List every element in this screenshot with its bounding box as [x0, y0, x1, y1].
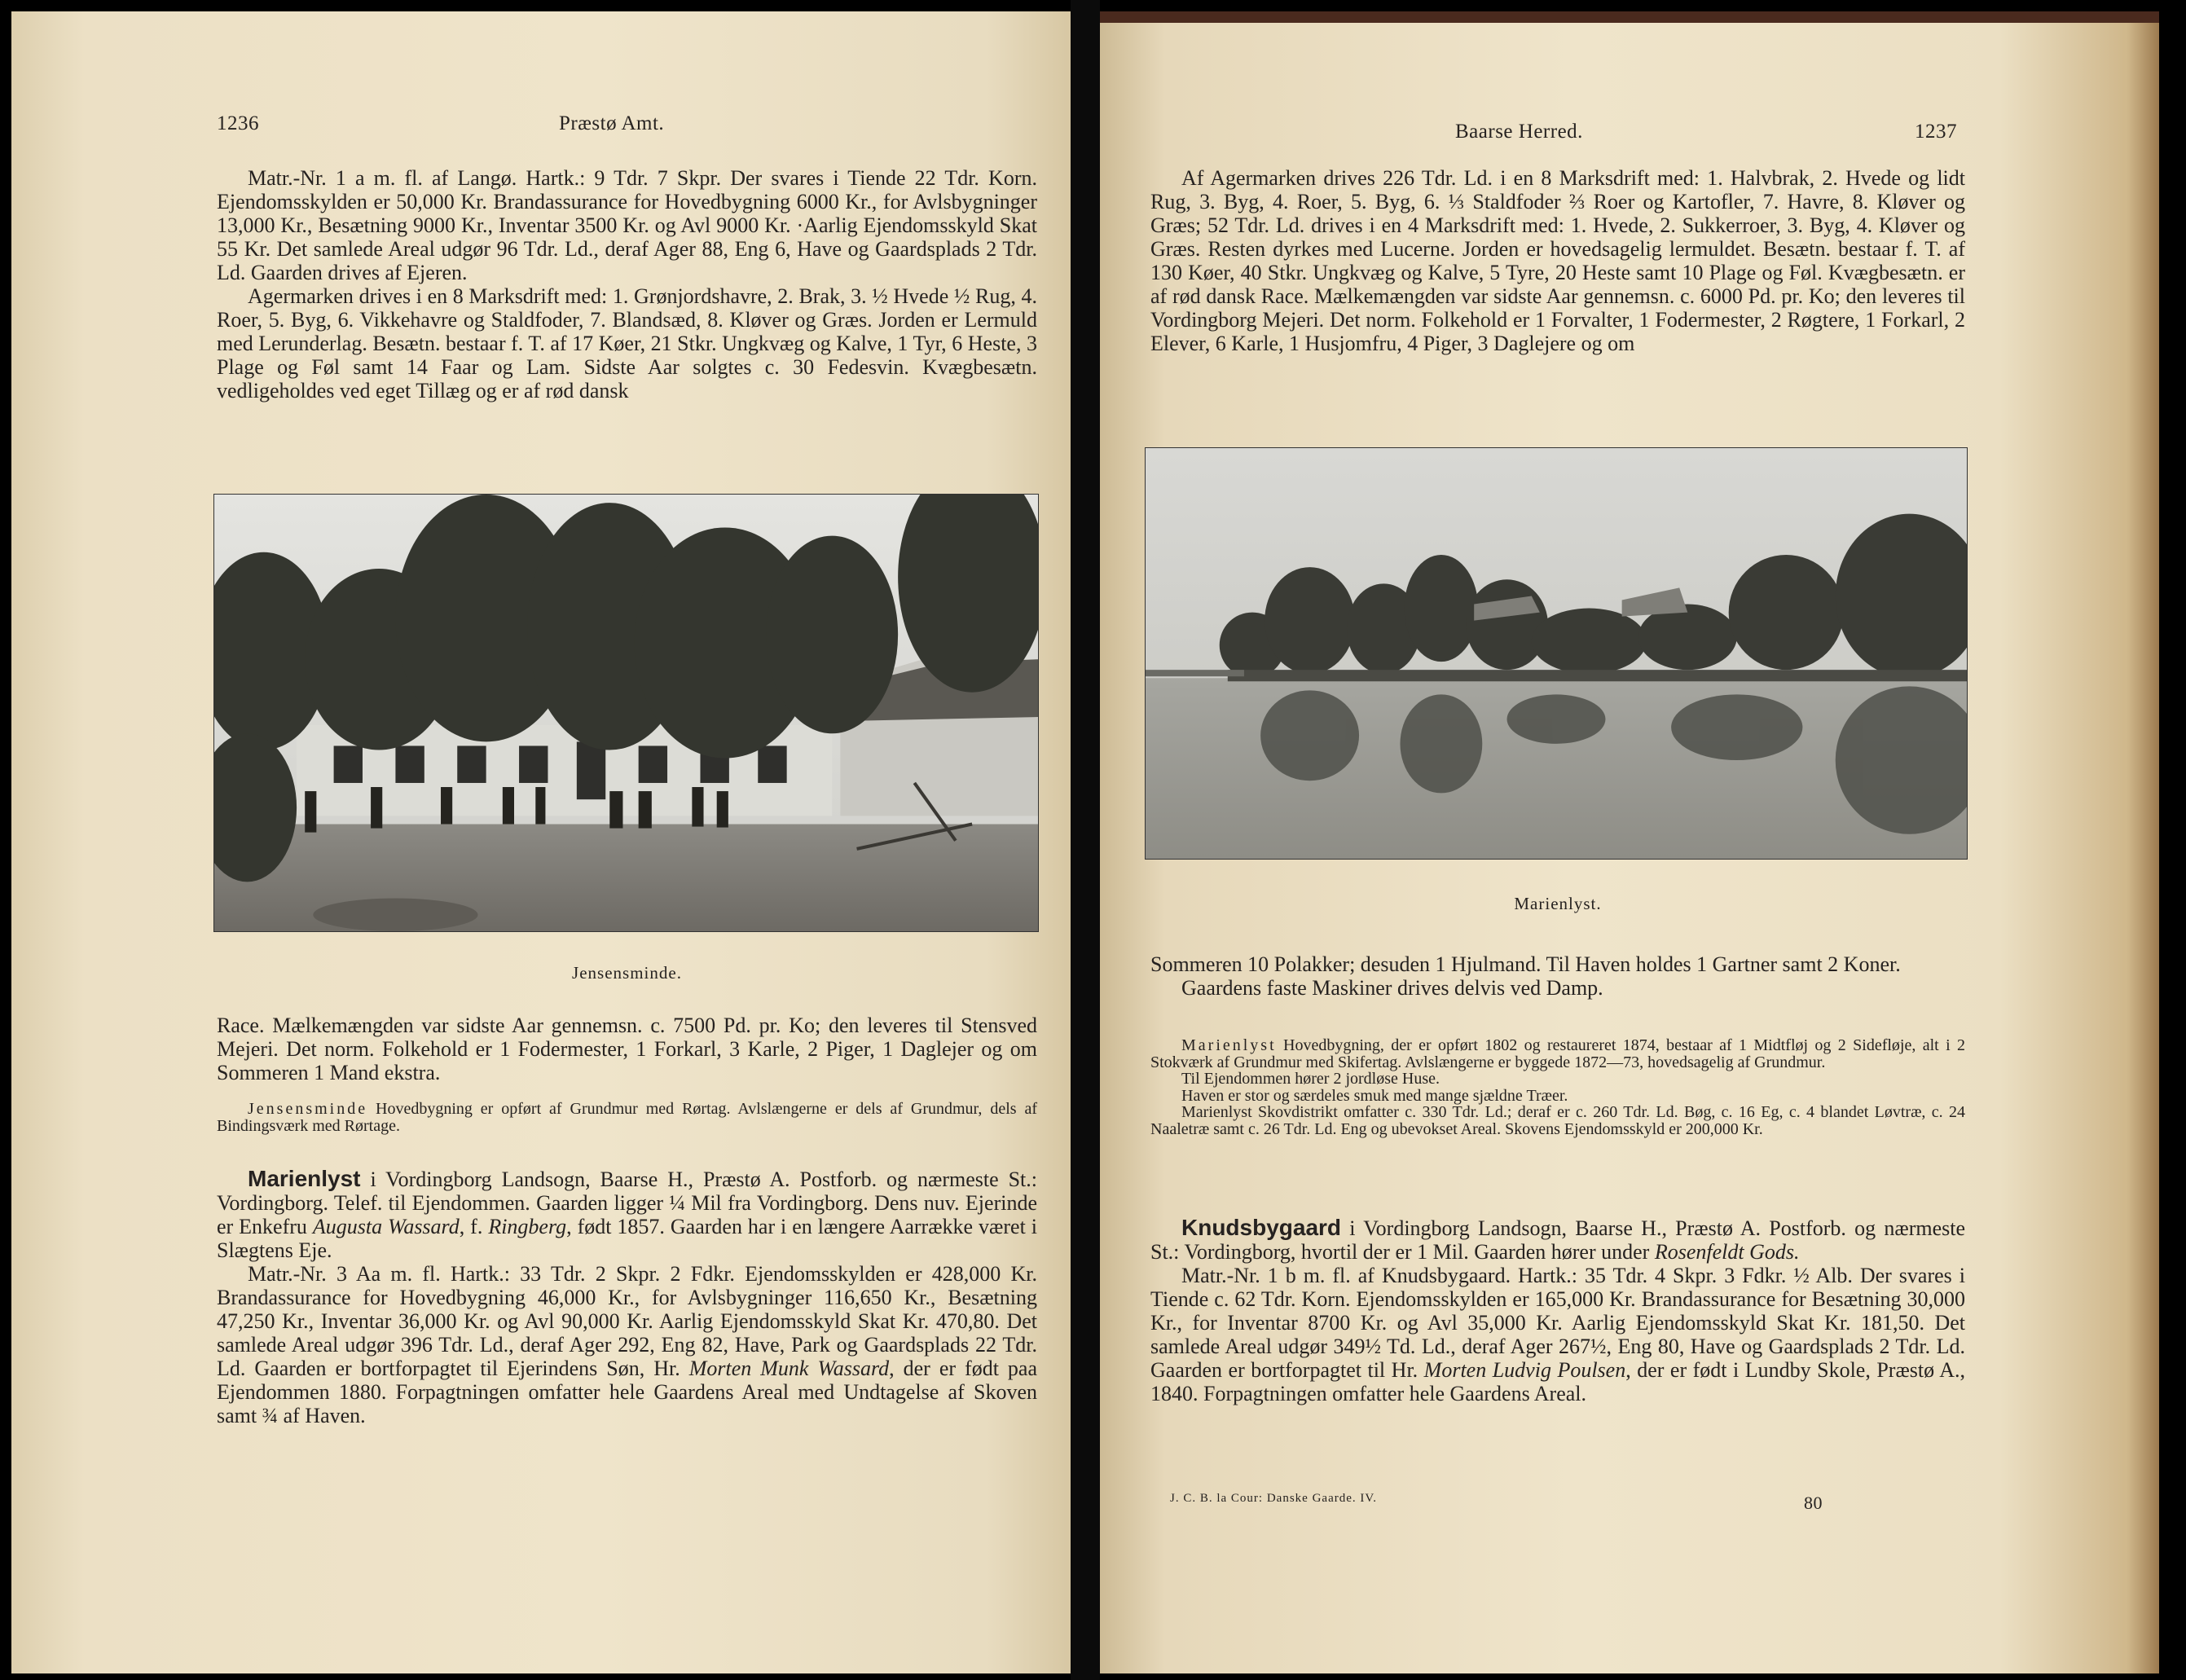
- page-number-right: 1237: [1915, 121, 1957, 143]
- photo-caption-jensensminde: Jensensminde.: [572, 963, 682, 983]
- maiden-name: Ringberg: [488, 1215, 567, 1238]
- left-small-note: [217, 1101, 1037, 1134]
- tenant-name: Morten Ludvig Poulsen: [1423, 1358, 1626, 1382]
- photo-marienlyst: [1145, 447, 1968, 860]
- paragraph: Sommeren 10 Polakker; desuden 1 Hjulmand. Til Haven holdes 1 Gartner samt 2 Koner.: [1150, 952, 1901, 976]
- small-note-text: Haven er stor og særdeles smuk med mange sjældne Træer.: [1181, 1086, 1568, 1105]
- entry-text: Matr.-Nr. 1 b m. fl. af Knudsbygaard. Hartk.: 35 Tdr. 4 Skpr. 3 Fdkr. ½ Alb. Der svares i Tiende c. 62 Tdr. Korn. Ejendomsskylden er 165,000 Kr. Brandassurance for Besætning 30,000 Kr., for Inventar 8700 Kr. og Avl 35,000 Kr. Aarlig Ejendomsskyld Skat Kr. 181,50. Det samlede Areal udgør 349½ Td. Ld., deraf Ager 267½, Eng 80, Have og Gaardsplads 2 Tdr. Ld. Gaarden er bortforpagtet til Hr.: [1150, 1264, 1965, 1382]
- entry-heading-knudsbygaard: Knudsbygaard: [1181, 1215, 1342, 1240]
- spaced-name: Jensensminde: [248, 1100, 368, 1118]
- knudsbygaard-entry: [1150, 1216, 1965, 1405]
- top-edge-shadow: [1100, 11, 2159, 23]
- small-note-text: Hovedbygning, der er opført 1802 og restaureret 1874, bestaar af 1 Midtfløj og 2 Sidefløje, alt i 2 Stokværk af Grundmur med Skifertag. Avlslængerne er byggede 1872—73, hovedsagelig af Grundmur.: [1150, 1036, 1965, 1071]
- photo-caption-marienlyst: Marienlyst.: [1514, 894, 1602, 913]
- small-note-text: Hovedbygning er opført af Grundmur med Rørtag. Avlslængerne er dels af Grundmur, dels af Bindingsværk med Rørtage.: [217, 1100, 1037, 1135]
- left-mid-text: [217, 1014, 1037, 1084]
- entry-text: , der er født paa Ejendommen 1880. Forpagtningen omfatter hele Gaardens Areal med Undtagelse af Skoven samt ¾ af Haven.: [217, 1357, 1037, 1427]
- signature-mark: 80: [1804, 1493, 1823, 1513]
- paragraph: Matr.-Nr. 1 a m. fl. af Langø. Hartk.: 9 Tdr. 7 Skpr. Der svares i Tiende 22 Tdr. Korn. Ejendomsskylden er 50,000 Kr. Brandassurance for Hovedbygning 6000 Kr., for Avlsbygninger 13,000 Kr., Besætning 9000 Kr., Inventar 3500 Kr. og Avl 9000 Kr. ·Aarlig Ejendomsskyld Skat 55 Kr. Det samlede Areal udgør 96 Tdr. Ld., deraf Ager 88, Eng 6, Have og Gaardsplads 2 Tdr. Ld. Gaarden drives af Ejeren.: [217, 166, 1037, 284]
- right-top-text: [1150, 166, 1965, 355]
- paragraph: Race. Mælkemængden var sidste Aar gennemsn. c. 7500 Pd. pr. Ko; den leveres til Stensved Mejeri. Det norm. Folkehold er 1 Fodermester, 1 Forkarl, 3 Karle, 2 Piger, 1 Daglejer og om Sommeren 1 Mand ekstra.: [217, 1014, 1037, 1084]
- entry-text: , f.: [459, 1215, 489, 1238]
- right-mid-text: [1150, 952, 1965, 1000]
- entry-heading-marienlyst: Marienlyst: [248, 1166, 361, 1191]
- tenant-name: Morten Munk Wassard: [688, 1357, 890, 1380]
- left-page: [11, 11, 1071, 1673]
- small-note-text: Marienlyst Skovdistrikt omfatter c. 330 Tdr. Ld.; deraf er c. 260 Tdr. Ld. Bøg, c. 16 Eg, c. 4 blandet Løvtræ, c. 24 Naaletræ samt c. 26 Tdr. Ld. Eng og ubevokset Areal. Skovens Ejendomsskyld er 200,000 Kr.: [1150, 1103, 1965, 1138]
- left-top-text: [217, 166, 1037, 402]
- running-head-left: Præstø Amt.: [559, 112, 665, 134]
- paragraph: Af Agermarken drives 226 Tdr. Ld. i en 8 Marksdrift med: 1. Halvbrak, 2. Hvede og lidt Rug, 3. Byg, 4. Roer, 5. Byg, 6. ⅓ Staldfoder ⅔ Roer og Kartofler, 7. Havre, 8. Kløver og Græs; 52 Tdr. Ld. drives i en 4 Marksdrift med: 1. Hvede, 2. Sukkerroer, 3. Byg, 4. Kløver og Græs. Resten dyrkes med Lucerne. Jorden er hovedsagelig lermuldet. Besætn. bestaar f. T. af 130 Køer, 40 Stkr. Ungkvæg og Kalve, 5 Tyre, 20 Heste samt 10 Plage og Føl. Kvægbesætn. er af rød dansk Race. Mælkemængden var sidste Aar gennemsn. c. 6000 Pd. pr. Ko; den leveres til Vordingborg Mejeri. Det norm. Folkehold er 1 Forvalter, 1 Fodermester, 2 Røgtere, 1 Forkarl, 2 Elever, 6 Karle, 1 Husjomfru, 4 Piger, 3 Daglejere og om: [1150, 166, 1965, 355]
- paragraph: Agermarken drives i en 8 Marksdrift med: 1. Grønjordshavre, 2. Brak, 3. ½ Hvede ½ Rug, 4. Roer, 5. Byg, 6. Vikkehavre og Staldfoder, 7. Blandsæd, 8. Kløver og Græs. Jorden er Lermuld med Lerunderlag. Besætn. bestaar f. T. af 17 Køer, 21 Stkr. Ungkvæg og Kalve, 1 Tyr, 6 Heste, 3 Plage og Føl samt 14 Faar og Lam. Sidste Aar solgtes c. 30 Fedesvin. Kvægbesætn. vedligeholdes ved eget Tillæg og er af rød dansk: [217, 284, 1037, 402]
- running-head-right: Baarse Herred.: [1455, 121, 1583, 143]
- entry-text: Matr.-Nr. 3 Aa m. fl. Hartk.: 33 Tdr. 2 Skpr. 2 Fdkr. Ejendomsskylden er 428,000 Kr. Brandassurance for Hovedbygning 46,000 Kr., for Avlsbygninger 116,650 Kr., Besætning 47,250 Kr., Inventar 36,000 Kr. og Avl 90,000 Kr. Aarlig Ejendomsskyld Skat Kr. 470,80. Det samlede Areal udgør 396 Tdr. Ld., deraf Ager 292, Eng 82, Have, Park og Gaardsplads 22 Tdr. Ld. Gaarden er bortforpagtet til Ejerindens Søn, Hr.: [217, 1262, 1037, 1380]
- footer-imprint: J. C. B. la Cour: Danske Gaarde. IV.: [1170, 1492, 1378, 1505]
- paragraph: Gaardens faste Maskiner drives delvis ved Damp.: [1181, 976, 1603, 1000]
- right-page: [1100, 11, 2159, 1673]
- spaced-name: Marienlyst: [1181, 1036, 1277, 1054]
- book-gutter: [1071, 0, 1100, 1680]
- entry-text: i Vordingborg Landsogn, Baarse H., Præstø A. Postforb. og nærmeste St.: Vordingborg, hvortil der er 1 Mil. Gaarden hører under: [1150, 1216, 1965, 1264]
- estate-name: Rosenfeldt Gods.: [1654, 1240, 1800, 1264]
- page-number-left: 1236: [217, 112, 259, 134]
- entry-text: i Vordingborg Landsogn, Baarse H., Præstø A. Postforb. og nærmeste St.: Vordingborg. Telef. til Ejendommen. Gaarden ligger ¼ Mil fra Vordingborg. Dens nuv. Ejerinde er Enkefru: [217, 1168, 1037, 1238]
- small-note-text: Til Ejendommen hører 2 jordløse Huse.: [1181, 1070, 1440, 1088]
- owner-name: Augusta Wassard: [312, 1215, 460, 1238]
- entry-text: , der er født i Lundby Skole, Præstø A., 1840. Forpagtningen omfatter hele Gaardens Areal.: [1150, 1358, 1965, 1405]
- entry-text: , født 1857. Gaarden har i en længere Aarrække været i Slægtens Eje.: [217, 1215, 1037, 1262]
- right-small-notes: [1150, 1037, 1965, 1137]
- marienlyst-entry: [217, 1167, 1037, 1427]
- photo-jensensminde: [213, 494, 1039, 932]
